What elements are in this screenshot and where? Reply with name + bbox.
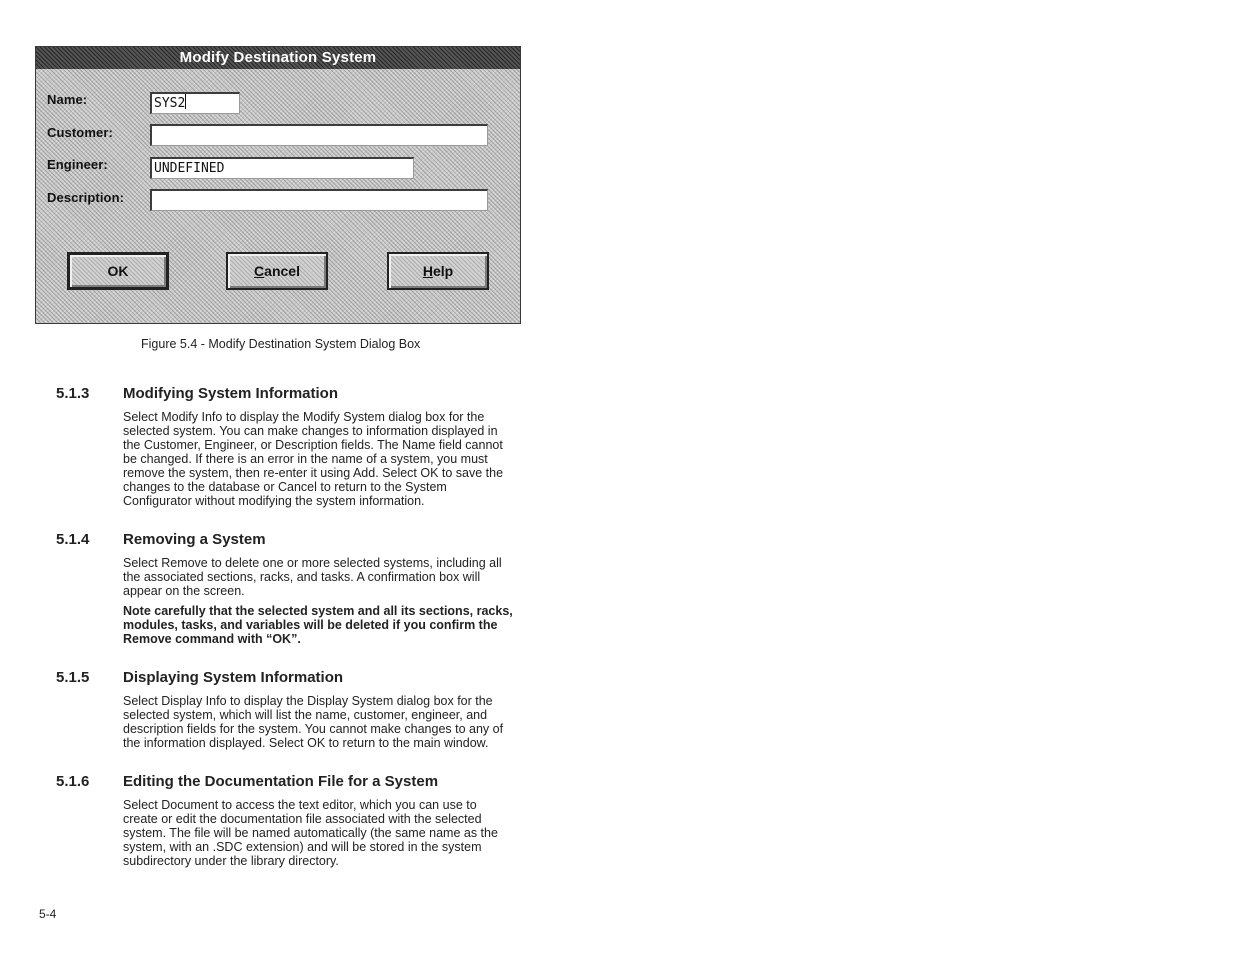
section-number: 5.1.4 [56, 531, 90, 548]
customer-label: Customer: [47, 125, 113, 140]
help-label-rest: elp [432, 263, 454, 279]
name-value: SYS2 [154, 96, 186, 111]
help-mnemonic: H [422, 263, 433, 279]
section-paragraph: Select Display Info to display the Display System dialog box for the selected system, which will list the name, customer, engineer, and description fields for the system. You cannot make changes to any of the information displayed. Select OK to return to the main window. [123, 694, 504, 750]
section-paragraph: Select Document to access the text editor, which you can use to create or edit the documentation file associated with the selected system. The file will be named automatically (the same name as the system, with an .SDC extension) and will be stored in the system subdirectory under the library directory. [123, 798, 498, 868]
description-field[interactable] [150, 189, 488, 211]
section-paragraph: Select Modify Info to display the Modify System dialog box for the selected system. You can make changes to information displayed in the Customer, Engineer, or Description fields. The Name field cannot be changed. If there is an error in the name of a system, you must remove the system, then re-enter it using Add. Select OK to save the changes to the database or Cancel to return to the System Configurator without modifying the system information. [123, 410, 504, 508]
help-button[interactable] [387, 252, 489, 290]
page-number: 5-4 [39, 907, 57, 921]
customer-field[interactable] [150, 124, 488, 146]
section-heading: Modifying System Information [123, 385, 339, 402]
ok-button[interactable]: OK [67, 252, 169, 290]
section-heading: Displaying System Information [123, 669, 344, 686]
modify-destination-system-dialog [35, 46, 521, 324]
text-caret [185, 94, 186, 109]
dialog-title: Modify Destination System [36, 47, 520, 69]
cancel-button[interactable] [226, 252, 328, 290]
name-label: Name: [47, 92, 88, 107]
warning-note: Note carefully that the selected system and all its sections, racks, modules, tasks, and variables will be deleted if you confirm the Remove command with “OK”. [123, 604, 513, 646]
description-label: Description: [47, 190, 125, 205]
cancel-label-rest: ancel [264, 263, 300, 279]
engineer-label: Engineer: [47, 157, 108, 172]
figure-caption: Figure 5.4 - Modify Destination System Dialog Box [141, 337, 421, 351]
section-number: 5.1.6 [56, 773, 90, 790]
section-number: 5.1.3 [56, 385, 90, 402]
section-heading: Removing a System [123, 531, 266, 548]
cancel-mnemonic: C [254, 263, 265, 279]
name-field[interactable] [150, 92, 240, 114]
engineer-field[interactable]: UNDEFINED [150, 157, 414, 179]
section-number: 5.1.5 [56, 669, 90, 686]
section-heading: Editing the Documentation File for a System [123, 773, 439, 790]
section-paragraph: Select Remove to delete one or more selected systems, including all the associated sections, racks, and tasks. A confirmation box will appear on the screen. [123, 556, 502, 598]
